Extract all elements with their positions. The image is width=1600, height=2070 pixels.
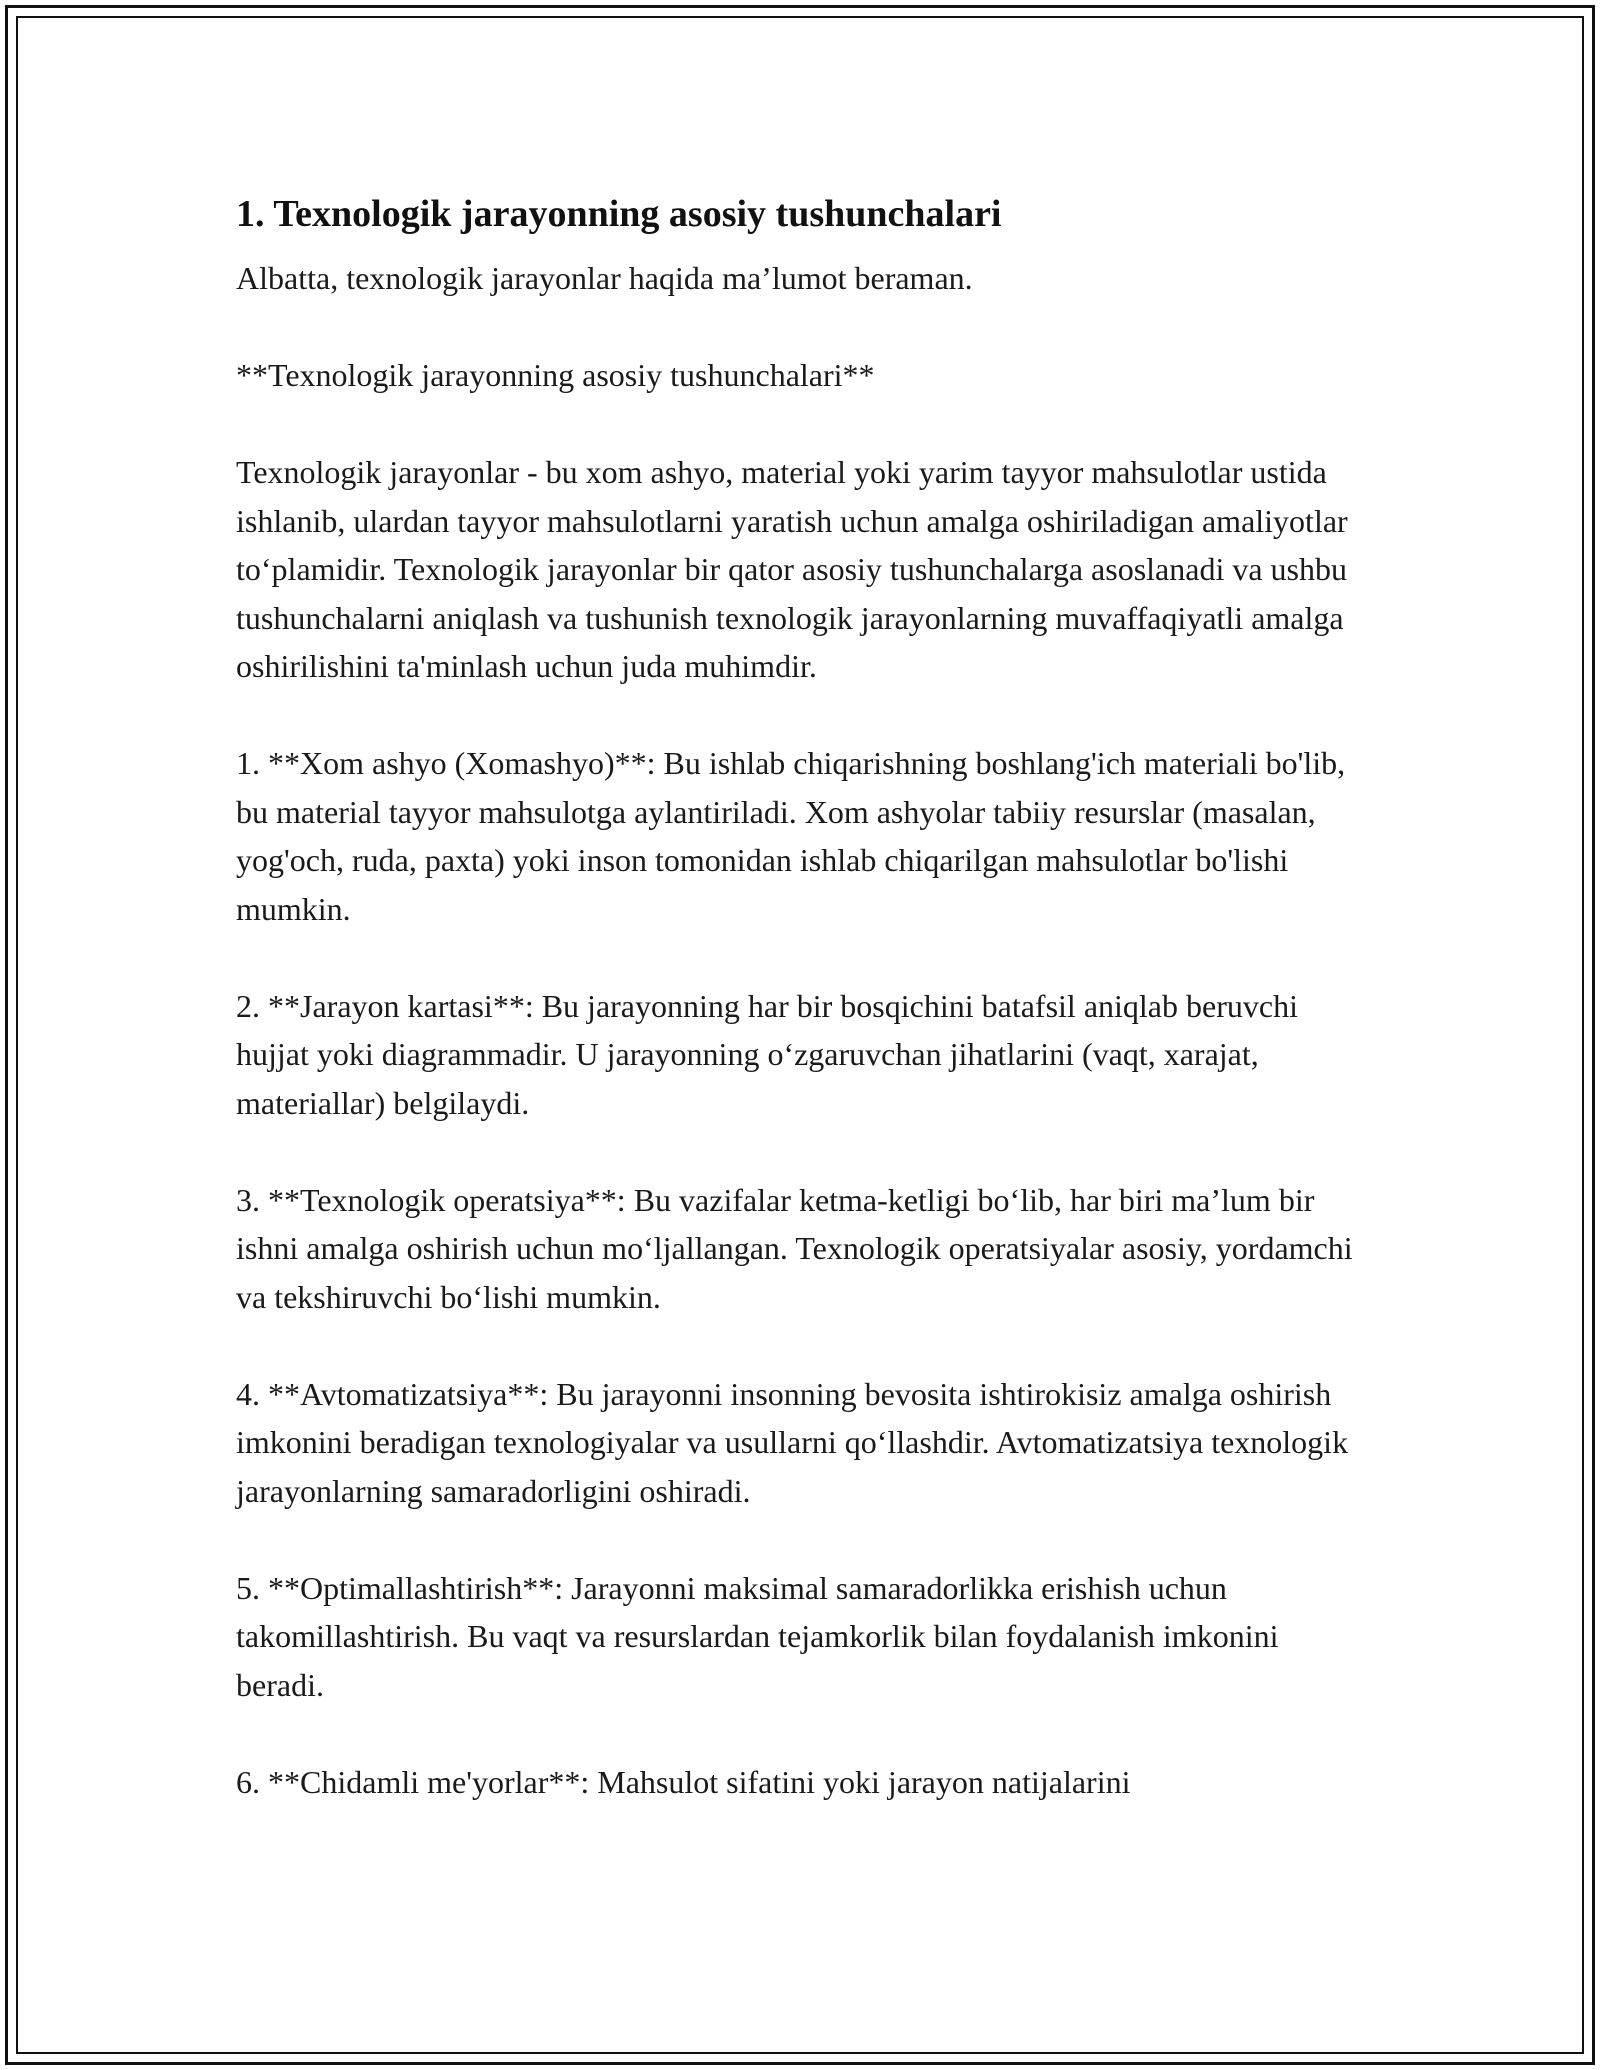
- paragraph-definition: Texnologik jarayonlar - bu xom ashyo, material yoki yarim tayyor mahsulotlar ustida ishlanib, ulardan tayyor mahsulotlarni yaratish uchun amalga oshiriladigan amaliyotlar to‘plamidir. Texnologik jarayonlar bir qator asosiy tushunchalarga asoslanadi va ushbu tushunchalarni aniqlash va tushunish texnologik jarayonlarning muvaffaqiyatli amalga oshirilishini ta'minlash uchun juda muhimdir.: [236, 454, 1348, 684]
- paragraph-subheading: **Texnologik jarayonning asosiy tushunchalari**: [236, 357, 875, 393]
- list-item-jarayon-kartasi: 2. **Jarayon kartasi**: Bu jarayonning har bir bosqichini batafsil aniqlab beruvchi hujjat yoki diagrammadir. U jarayonning o‘zgaruvchan jihatlarini (vaqt, xarajat, materiallar) belgilaydi.: [236, 987, 1298, 1121]
- document-body: [236, 190, 1356, 1806]
- list-item-optimallashtirish: 5. **Optimallashtirish**: Jarayonni maksimal samaradorlikka erishish uchun takomillashtirish. Bu vaqt va resurslardan tejamkorlik bilan foydalanish imkonini beradi.: [236, 1569, 1279, 1703]
- paragraph-intro: Albatta, texnologik jarayonlar haqida ma’lumot beraman.: [236, 260, 973, 296]
- list-item-avtomatizatsiya: 4. **Avtomatizatsiya**: Bu jarayonni insonning bevosita ishtirokisiz amalga oshirish imkonini beradigan texnologiyalar va usullarni qo‘llashdir. Avtomatizatsiya texnologik jarayonlarning samaradorligini oshiradi.: [236, 1375, 1349, 1509]
- list-item-chidamli-meyorlar: 6. **Chidamli me'yorlar**: Mahsulot sifatini yoki jarayon natijalarini: [236, 1763, 1131, 1800]
- list-item-xom-ashyo: 1. **Xom ashyo (Xomashyo)**: Bu ishlab chiqarishning boshlang'ich materiali bo'lib, bu material tayyor mahsulotga aylantiriladi. Xom ashyolar tabiiy resurslar (masalan, yog'och, ruda, paxta) yoki inson tomonidan ishlab chiqarilgan mahsulotlar bo'lishi mumkin.: [236, 745, 1346, 927]
- list-item-texnologik-operatsiya: 3. **Texnologik operatsiya**: Bu vazifalar ketma-ketligi bo‘lib, har biri ma’lum bir ishni amalga oshirish uchun mo‘ljallangan. Texnologik operatsiyalar asosiy, yordamchi va tekshiruvchi bo‘lishi mumkin.: [236, 1181, 1353, 1315]
- document-title: 1. Texnologik jarayonning asosiy tushunchalari: [236, 193, 1002, 235]
